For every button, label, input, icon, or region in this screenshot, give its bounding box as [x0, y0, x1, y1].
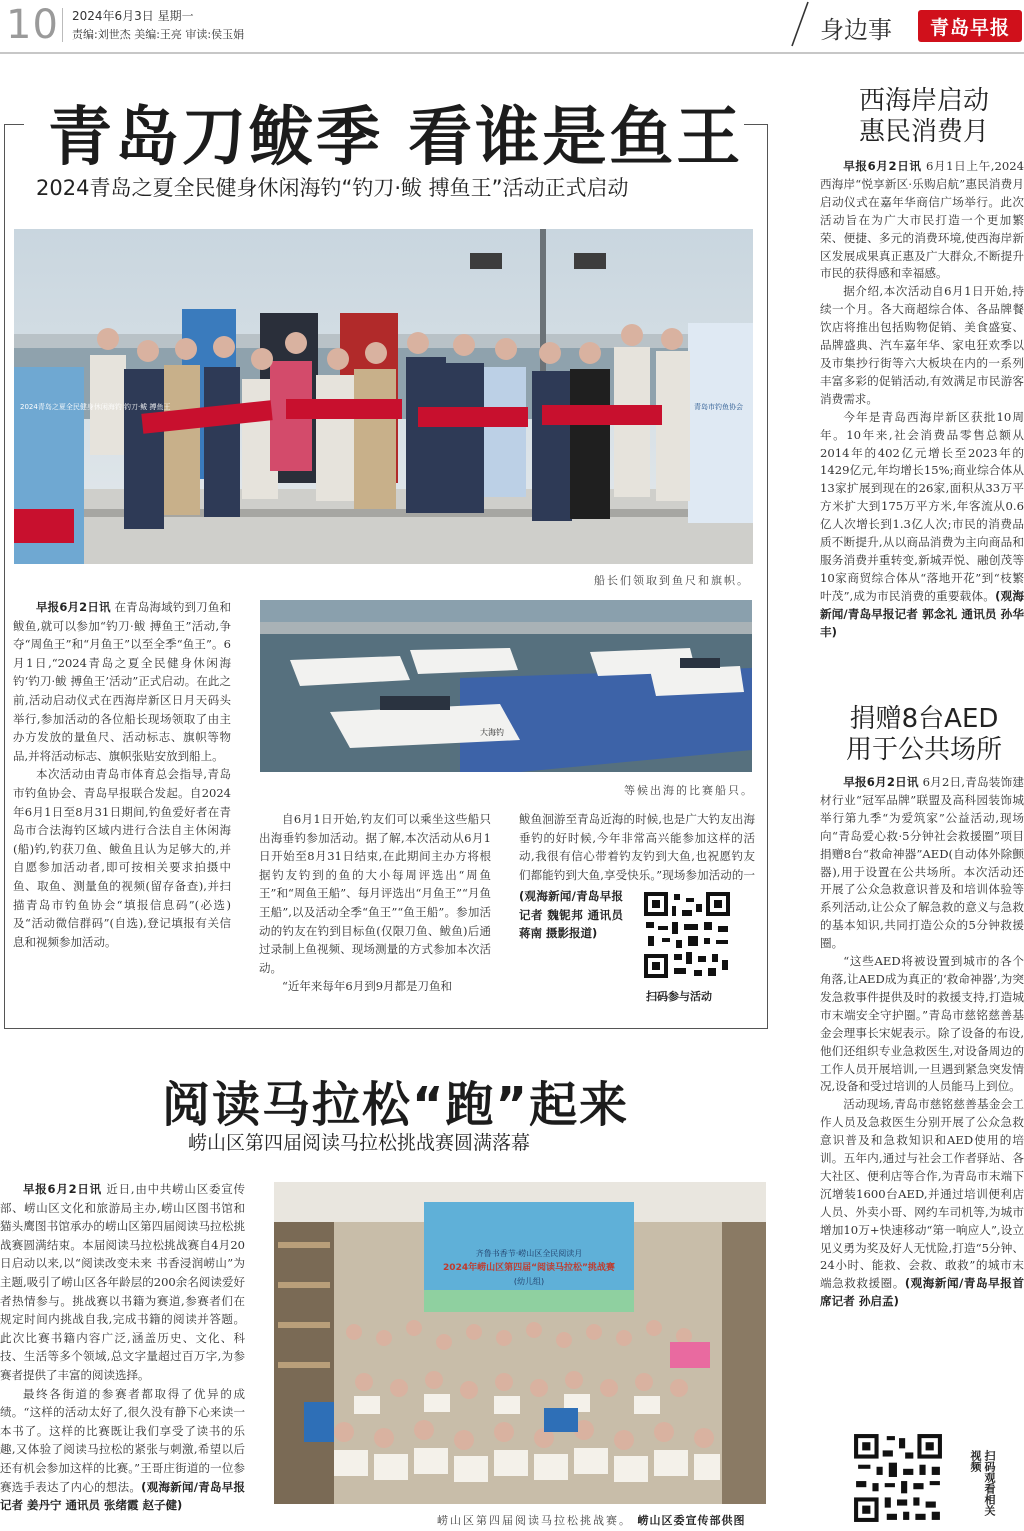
screen-title-line3: (幼儿组) [513, 1277, 545, 1286]
article-byline-block [519, 887, 623, 1003]
article-column-1 [13, 598, 231, 1000]
byline: (观海新闻/青岛早报记者 郭念礼 通讯员 孙华丰) [820, 588, 1024, 639]
frame-top-left [4, 124, 24, 125]
right-headline-1 [824, 86, 1024, 148]
article-2-subheadline: 崂山区第四届阅读马拉松挑战赛圆满落幕 [188, 1132, 531, 1154]
dateline: 早报6月2日讯 [843, 775, 919, 789]
article-2-headline: 阅读马拉松“跑”起来 [162, 1077, 630, 1133]
paragraph: 今年是青岛西海岸新区获批10周年。10年来,社会消费品零售总额从2014年的402亿元增长至2023年的1429亿元,年均增长15%;商业综合体从13家扩展到现在的26家,面积从33万平方米扩大到175万平方米,年客流从0.6亿人次增长到1.3亿人次;市民的消费品质不断提升,从以商品消费为主向商品和服务消费并重转变,新城弄悦、融创茂等10家商贸综合体从“落地开花”到“枝繁叶茂”,成为市民消费的重要载体。 [820, 409, 1024, 603]
boats-photo [260, 600, 752, 772]
headline-line: 惠民消费月 [858, 117, 989, 147]
paragraph: 最终各街道的参赛者都取得了优异的成绩。“这样的活动太好了,很久没有静下心来读一本书了。这样的比赛既让我们享受了读书的乐趣,又体验了阅读马拉松的紧张与刺激,希望以后还有机会参加这样的比赛。”王哥庄街道的一位参赛选手表达了内心的想法。 [0, 1386, 245, 1494]
frame-top-right [744, 124, 767, 125]
headline-line: 捐赠8台AED [849, 704, 999, 734]
screen-title-line1: 齐鲁书香节·崂山区全民阅读月 [475, 1249, 583, 1258]
byline: (观海新闻/青岛早报记者 魏铌邦 通讯员 蒋南 摄影报道) [519, 889, 623, 941]
headline-line: 用于公共场所 [845, 735, 1002, 765]
brand-logo: 青岛早报 [918, 10, 1022, 42]
article-subheadline: 2024青岛之夏全民健身休闲海钓“钓刀·鲅 搏鱼王”活动正式启动 [36, 176, 629, 200]
paragraph: “近年来每年6月到9月都是刀鱼和 [282, 979, 453, 994]
group-photo [14, 229, 753, 564]
paragraph: 据介绍,本次活动自6月1日开始,持续一个月。各大商超综合体、各品牌餐饮店将推出包括购物促销、美食盛宴、品牌盛典、汽车嘉年华、家电狂欢季以及市集抄行街等六大板块在内的一系列丰富多彩的促销活动,有效满足市民游客消费需求。 [820, 284, 1024, 406]
qr-code-video-icon[interactable] [852, 1432, 944, 1524]
photo-caption-3 [437, 1512, 746, 1528]
byline: (观海新闻/青岛早报记者 姜丹宁 通讯员 张绪霞 赵子健) [0, 1479, 245, 1513]
photo-caption: 船长们领取到鱼尺和旗帜。 [594, 574, 750, 587]
paragraph: 本次活动由青岛市体育总会指导,青岛市钓鱼协会、青岛早报联合发起。自2024年6月1日至8月31日期间,钓鱼爱好者在青岛市合法海钓区域内进行合法自主休闲海(船)钓,钓获刀鱼、鲅鱼且认为足够大的,并自愿参加活动者,即可按相关要求拍摄中鱼、取鱼、测量鱼的视频(留存备查),并扫描青岛市钓鱼协会“填报信息码”(必选)及“活动微信群码”(自选),登记填报有关信息和视频参加活动。 [13, 767, 231, 949]
article-headline: 青岛刀鲅季 看谁是鱼王 [48, 101, 744, 175]
paragraph: 活动现场,青岛市慈铭慈善基金会工作人员及急救医生分别开展了公众急救意识普及和急救知识和AED使用的培训。五年内,通过与社会工作者驿站、各大社区、便利店等合作,为青岛市末端下沉增装1600台AED,并通过培训便利店人员、外卖小哥、网约车司机等,为城市增加10万+快速移动“第一响应人”,设立见义勇为奖及好人无忧险,打造“5分钟、24小时、能救、会救、敢救”的城市末端急救救援圈。 [820, 1097, 1024, 1291]
header-date: 2024年6月3日 星期一 [72, 9, 194, 23]
caption-text: 崂山区第四届阅读马拉松挑战赛。 [437, 1514, 632, 1527]
qr-video-label: 扫码观看相关视频 [969, 1450, 996, 1516]
photo-banner-text: 2024青岛之夏全民健身休闲海钓 钓刀·鲅 搏鱼王 [20, 403, 171, 411]
article-column-2 [259, 810, 491, 1004]
qr-label: 扫码参与活动 [646, 990, 712, 1003]
paragraph: “这些AED将被设置到城市的各个角落,让AED成为真正的‘救命神器’,为突发急救事件提供及时的救援支持,打造城市末端安全守护圈。”青岛市慈铭慈善基金会理事长宋妮表示。除了设备的布设,他们还组织专业急救医生,对设备周边的工作人员开展培训,一旦遇到紧急突发情况,设备和受过培训的人员能马上到位。 [820, 954, 1024, 1094]
header-rule [0, 52, 1024, 54]
article-column-3 [519, 810, 755, 886]
right-article-2-body [820, 774, 1024, 1422]
right-article-1-body [820, 158, 1024, 690]
photo-boat-text: 大海钓 [480, 728, 504, 737]
header-editors: 责编:刘世杰 美编:王亮 审读:侯玉娟 [72, 28, 245, 41]
right-headline-2 [824, 704, 1024, 766]
headline-line: 西海岸启动 [858, 86, 989, 116]
paragraph: 近日,由中共崂山区委宣传部、崂山区文化和旅游局主办,崂山区图书馆和猫头鹰图书馆承办的崂山区第四届阅读马拉松挑战赛圆满结束。本届阅读马拉松挑战赛自4月20日启动以来,以“阅读改变未来 书香浸润崂山”为主题,吸引了崂山区各年龄层的200余名阅读爱好者热情参与。挑战赛以书籍为赛道,参赛者们在规定时间内挑战自我,完成书籍的阅读并答题。此次比赛书籍内容广泛,涵盖历史、文化、科技、生活等多个领域,总文字量超过百万字,为参赛者提供了丰富的阅读选择。 [0, 1182, 245, 1382]
qr-code-icon[interactable] [642, 890, 732, 980]
header-divider [62, 8, 63, 42]
byline: (观海新闻/青岛早报首席记者 孙启孟) [820, 1276, 1024, 1309]
reading-marathon-photo [274, 1182, 766, 1504]
paragraph: 6月2日,青岛装饰建材行业“冠军品牌”联盟及高科园装饰城举行第九季“为爱筑家”公益活动,现场向“青岛爱心救·5分钟社会救援圈”项目捐赠8台“救命神器”AED(自动体外除颤器),用于设置在公共场所。本次活动还开展了公众急救意识普及和培训体验等系列活动,让公众了解急救的意义与急救的基本知识,共同打造公众的5分钟救援圈。 [820, 775, 1024, 951]
article-2-body [0, 1180, 245, 1530]
section-name: 身边事 [820, 16, 892, 44]
paragraph: 自6月1日开始,钓友们可以乘坐这些船只出海垂钓参加活动。据了解,本次活动从6月1日开始至8月31日结束,在此期间主办方将根据钓友钓到的鱼的大小每周评选出“周鱼王”和“周鱼王船”、每月评选出“月鱼王”“月鱼王船”,以及活动全季“鱼王”“鱼王船”。参加活动的钓友在钓到目标鱼(仅限刀鱼、鲅鱼)后通过录制上鱼视频、现场测量的方式参加本次活动。 [259, 812, 491, 975]
photo-banner-text-right: 青岛市钓鱼协会 [694, 403, 743, 411]
photo-credit: 崂山区委宣传部供图 [637, 1514, 746, 1527]
dateline: 早报6月2日讯 [23, 1182, 102, 1196]
screen-title-line2: 2024年崂山区第四届“阅读马拉松”挑战赛 [443, 1263, 615, 1273]
paragraph: 6月1日上午,2024西海岸“悦享新区·乐购启航”惠民消费月启动仪式在嘉年华商信广场举行。此次活动旨在为广大市民打造一个更加繁荣、便捷、多元的消费环境,使西海岸新区发展成果真正惠及广大群众,不断提升市民的获得感和幸福感。 [820, 159, 1024, 281]
paragraph: 鲅鱼洄游至青岛近海的时候,也是广大钓友出海垂钓的好时候,今年非常高兴能参加这样的活动,我很有信心带着钓友钓到大鱼,也祝愿钓友们都能钓到大鱼,享受快乐。”现场参加活动的一 [519, 812, 755, 882]
paragraph: 在青岛海域钓到刀鱼和鲅鱼,就可以参加“钓刀·鲅 搏鱼王”活动,争夺“周鱼王”和“月鱼王”以至全季“鱼王”。6月1日,“2024青岛之夏全民健身休闲海钓‘钓刀·鲅 搏鱼王’活动”正式启动。在此之前,活动启动仪式在西海岸新区日月天码头举行,参加活动的各位船长现场领取了由主办方发放的量鱼尺、活动标志、旗帜等物品,并将活动标志、旗帜张贴安放到船上。 [13, 600, 231, 763]
photo-caption-2: 等候出海的比赛船只。 [624, 784, 754, 797]
dateline: 早报6月2日讯 [843, 159, 922, 173]
dateline: 早报6月2日讯 [36, 600, 111, 614]
page-number: 10 [6, 2, 59, 48]
header-slant-decoration [786, 0, 814, 48]
